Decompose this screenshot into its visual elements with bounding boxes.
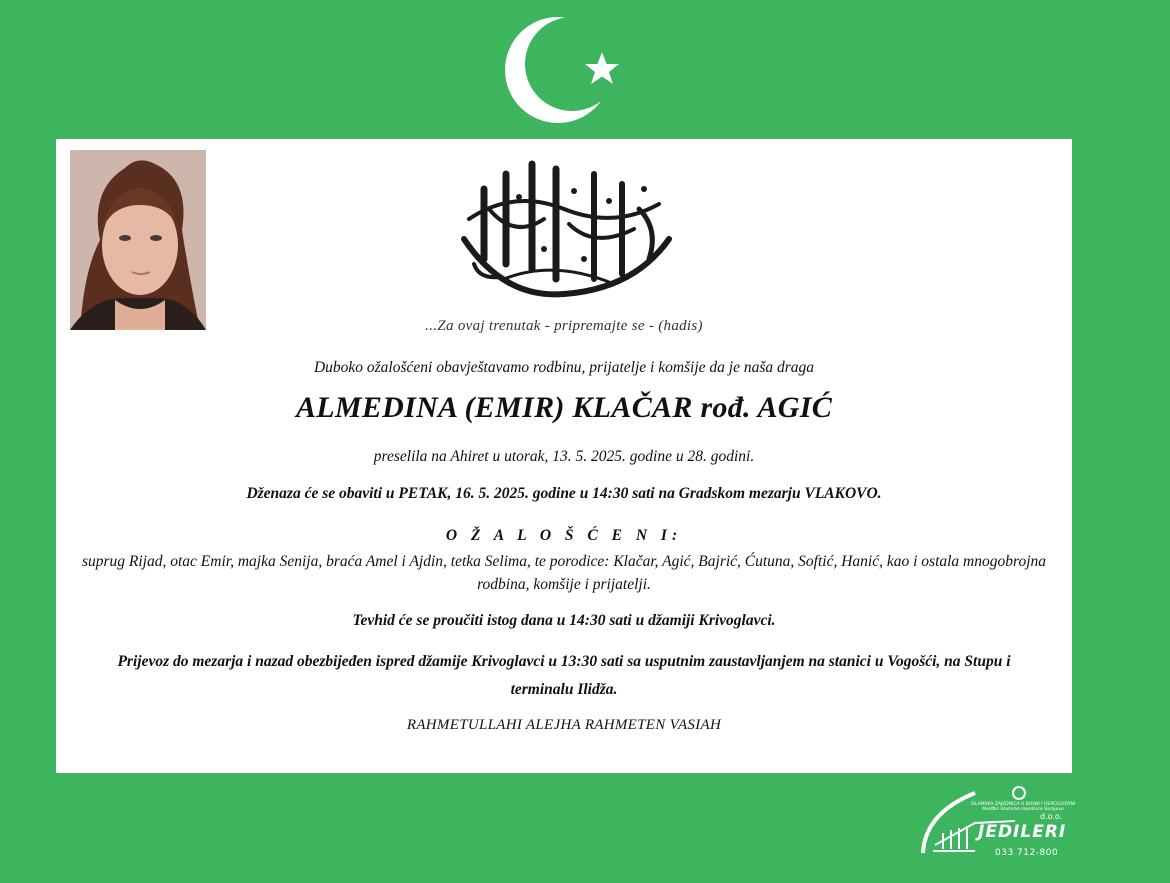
logo-phone: 033 712-800 [995, 848, 1059, 858]
funeral-info: Dženaza će se obaviti u PETAK, 16. 5. 2025. godine u 14:30 sati na Gradskom mezarju VLAKOVO. [246, 485, 882, 502]
deceased-name: ALMEDINA (EMIR) KLAČAR rođ. AGIĆ [295, 391, 833, 424]
hadis-quote: ...Za ovaj trenutak - pripremajte se - (hadis) [425, 318, 703, 334]
crescent-star-icon [500, 12, 630, 127]
obituary-card [56, 139, 1072, 773]
logo-small-text: ISLAMSKA ZAJEDNICA U BOSNI I HERCEGOVINI Medžlis Islamske zajednice Sarajevo [970, 802, 1076, 812]
mourners-title: O Ž A L O Š Ć E N I: [445, 527, 683, 544]
transport-info: Prijevoz do mezarja i nazad obezbijeđen ispred džamije Krivoglavci u 13:30 sati sa usputnim zaustavljanjem na stanici u Vogošći, na Stupu i terminalu Ilidža. [117, 653, 1011, 698]
closing-prayer: RAHMETULLAHI ALEJHA RAHMETEN VASIAH [406, 717, 722, 733]
logo-suffix: d.o.o. [1040, 812, 1063, 821]
intro-text: Duboko ožalošćeni obavještavamo rodbinu, prijatelje i komšije da je naša draga [313, 359, 815, 376]
mourners-list: suprug Rijad, otac Emir, majka Senija, braća Amel i Ajdin, tetka Selima, te porodice: Klačar, Agić, Bajrić, Ćutuna, Softić, Hanić, kao i ostala mnogobrojna rodbina, komšije i prijatelji. [81, 553, 1047, 593]
portrait-photo [70, 150, 206, 330]
arabic-calligraphy-icon [444, 149, 684, 319]
death-date-text: preselila na Ahiret u utorak, 13. 5. 2025. godine u 28. godini. [373, 448, 755, 465]
tevhid-info: Tevhid će se proučiti istog dana u 14:30 sati u džamiji Krivoglavci. [352, 612, 776, 629]
logo-name: JEDILERI [978, 822, 1067, 842]
